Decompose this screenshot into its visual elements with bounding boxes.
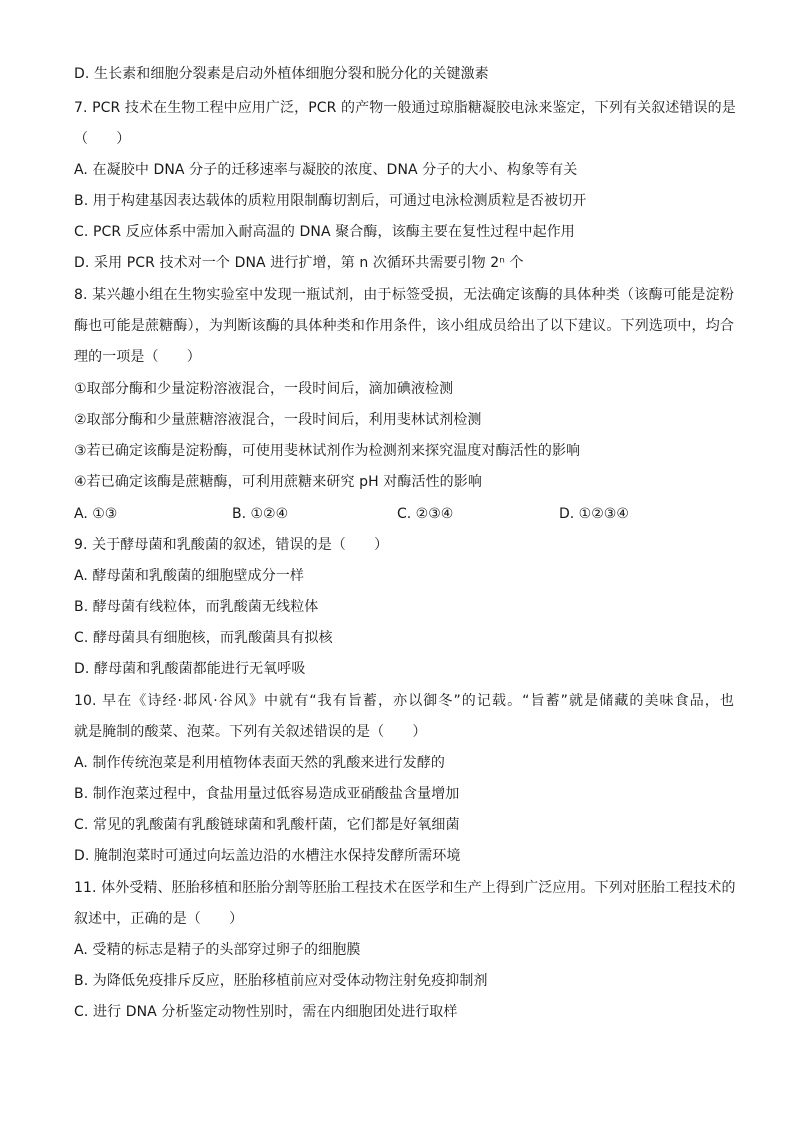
q10-option-a: A. 制作传统泡菜是利用植物体表面天然的乳酸来进行发酵的 bbox=[74, 755, 446, 771]
q11-stem-line1: 11. 体外受精、胚胎移植和胚胎分割等胚胎工程技术在医学和生产上得到广泛应用。下列对胚胎工程技术的 bbox=[74, 880, 736, 896]
q8-option-b: B. ①②④ bbox=[232, 506, 289, 522]
q9-option-d: D. 酵母菌和乳酸菌都能进行无氧呼吸 bbox=[74, 661, 306, 677]
q11-stem-line2: 叙述中，正确的是（ ） bbox=[74, 911, 244, 927]
q7-option-d: D. 采用 PCR 技术对一个 DNA 进行扩增，第 n 次循环共需要引物 2ⁿ 个 bbox=[74, 255, 524, 271]
q10-option-d: D. 腌制泡菜时可通过向坛盖边沿的水槽注水保持发酵所需环境 bbox=[74, 848, 461, 864]
q8-stem-line1: 8. 某兴趣小组在生物实验室中发现一瓶试剂，由于标签受损，无法确定该酶的具体种类（该酶可能是淀粉 bbox=[74, 287, 734, 303]
q9-stem: 9. 关于酵母菌和乳酸菌的叙述，错误的是（ ） bbox=[74, 537, 389, 553]
q8-option-d: D. ①②③④ bbox=[559, 506, 629, 522]
q6-option-d: D. 生长素和细胞分裂素是启动外植体细胞分裂和脱分化的关键激素 bbox=[74, 66, 489, 82]
q8-statement-3: ③若已确定该酶是淀粉酶，可使用斐林试剂作为检测剂来探究温度对酶活性的影响 bbox=[74, 443, 581, 459]
q11-option-a: A. 受精的标志是精子的头部穿过卵子的细胞膜 bbox=[74, 942, 361, 958]
q7-stem-line1: 7. PCR 技术在生物工程中应用广泛，PCR 的产物一般通过琼脂糖凝胶电泳来鉴定，下列有关叙述错误的是 bbox=[74, 100, 736, 116]
q8-stem-line2: 酶也可能是蔗糖酶），为判断该酶的具体种类和作用条件，该小组成员给出了以下建议。下列选项中，均合 bbox=[74, 318, 734, 334]
q9-option-a: A. 酵母菌和乳酸菌的细胞壁成分一样 bbox=[74, 568, 305, 584]
q11-option-c: C. 进行 DNA 分析鉴定动物性别时，需在内细胞团处进行取样 bbox=[74, 1004, 458, 1020]
q10-stem-line1: 10. 早在《诗经·邶风·谷风》中就有“我有旨蓄，亦以御冬”的记载。“旨蓄”就是储藏的美味食品，也 bbox=[74, 693, 734, 709]
q8-options-row bbox=[74, 504, 734, 524]
q11-option-b: B. 为降低免疫排斥反应，胚胎移植前应对受体动物注射免疫抑制剂 bbox=[74, 973, 488, 989]
q9-option-b: B. 酵母菌有线粒体，而乳酸菌无线粒体 bbox=[74, 599, 319, 615]
q7-stem-line2: （ ） bbox=[74, 131, 131, 147]
q8-statement-1: ①取部分酶和少量淀粉溶液混合，一段时间后，滴加碘液检测 bbox=[74, 381, 454, 397]
q7-option-a: A. 在凝胶中 DNA 分子的迁移速率与凝胶的浓度、DNA 分子的大小、构象等有关 bbox=[74, 162, 578, 178]
q8-option-c: C. ②③④ bbox=[397, 506, 454, 522]
q7-option-c: C. PCR 反应体系中需加入耐高温的 DNA 聚合酶，该酶主要在复性过程中起作用 bbox=[74, 224, 575, 240]
q10-option-b: B. 制作泡菜过程中，食盐用量过低容易造成亚硝酸盐含量增加 bbox=[74, 786, 460, 802]
q8-stem-line3: 理的一项是（ ） bbox=[74, 349, 201, 365]
q10-stem-line2: 就是腌制的酸菜、泡菜。下列有关叙述错误的是（ ） bbox=[74, 724, 427, 740]
q10-option-c: C. 常见的乳酸菌有乳酸链球菌和乳酸杆菌，它们都是好氧细菌 bbox=[74, 817, 460, 833]
q9-option-c: C. 酵母菌具有细胞核，而乳酸菌具有拟核 bbox=[74, 630, 333, 646]
q8-statement-2: ②取部分酶和少量蔗糖溶液混合，一段时间后，利用斐林试剂检测 bbox=[74, 412, 482, 428]
q8-option-a: A. ①③ bbox=[74, 506, 118, 522]
q8-statement-4: ④若已确定该酶是蔗糖酶，可利用蔗糖来研究 pH 对酶活性的影响 bbox=[74, 474, 482, 490]
q7-option-b: B. 用于构建基因表达载体的质粒用限制酶切割后，可通过电泳检测质粒是否被切开 bbox=[74, 193, 587, 209]
